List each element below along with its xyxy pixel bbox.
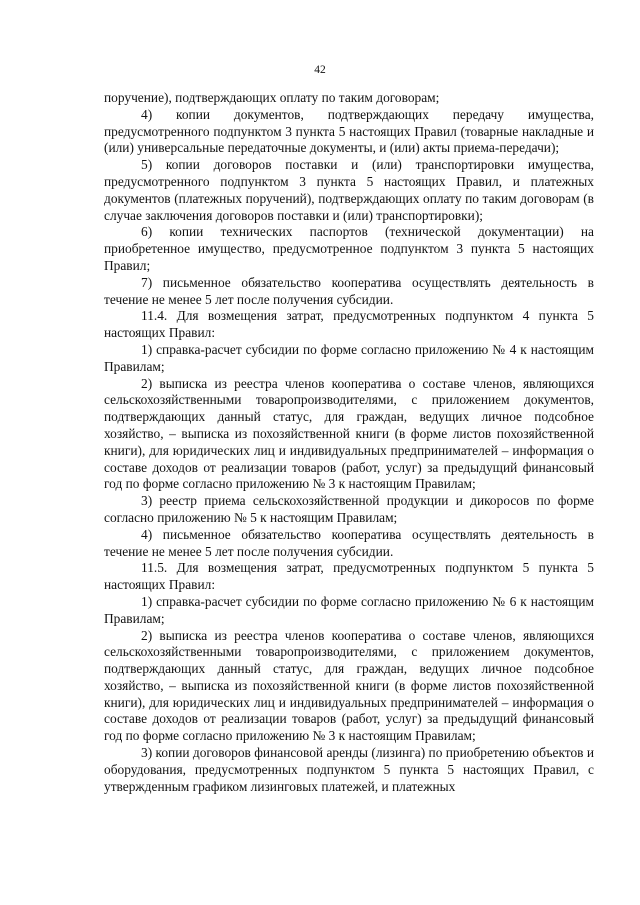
paragraph-item-6: 6) копии технических паспортов (технической документации) на приобретенное имущество, предусмотренное подпунктом 3 пункта 5 настоящих Правил; [104, 224, 594, 273]
paragraph-11-4-item-4: 4) письменное обязательство кооператива осуществлять деятельность в течение не менее 5 лет после получения субсидии. [104, 526, 594, 559]
paragraph-11-4-item-2: 2) выписка из реестра членов кооператива о составе членов, являющихся сельскохозяйственными товаропроизводителями, с приложением документов, подтверждающих данный статус, для граждан, ведущих личное подсобное хозяйство, – выписка из похозяйственной книги (в форме листов похозяйственной книги), для юридических лиц и индивидуальных предпринимателей – информация о составе доходов от реализации товаров (работ, услуг) за предыдущий финансовый год по форме согласно приложению № 3 к настоящим Правилам; [104, 375, 594, 492]
section-heading-11-5: 11.5. Для возмещения затрат, предусмотренных подпунктом 5 пункта 5 настоящих Правил: [104, 560, 594, 593]
paragraph-item-4: 4) копии документов, подтверждающих передачу имущества, предусмотренного подпунктом 3 пункта 5 настоящих Правил (товарные накладные и (или) универсальные передаточные документы, и (или) акты приема-передачи); [104, 106, 594, 156]
paragraph-11-5-item-2: 2) выписка из реестра членов кооператива о составе членов, являющихся сельскохозяйственными товаропроизводителями, с приложением документов, подтверждающих данный статус, для граждан, ведущих личное подсобное хозяйство, – выписка из похозяйственной книги (в форме листов похозяйственной книги), для юридических лиц и индивидуальных предпринимателей – информация о составе доходов от реализации товаров (работ, услуг) за предыдущий финансовый год по форме согласно приложению № 3 к настоящим Правилам; [104, 627, 594, 744]
paragraph-11-4-item-1: 1) справка-расчет субсидии по форме согласно приложению № 4 к настоящим Правилам; [104, 341, 594, 374]
paragraph-11-5-item-3: 3) копии договоров финансовой аренды (лизинга) по приобретению объектов и оборудования, предусмотренных подпунктом 5 пункта 5 настоящих Правил, с утвержденным графиком лизинговых платежей, и платежных [104, 745, 594, 794]
paragraph-continuation: поручение), подтверждающих оплату по таким договорам; [104, 90, 440, 105]
section-heading-11-4: 11.4. Для возмещения затрат, предусмотренных подпунктом 4 пункта 5 настоящих Правил: [104, 308, 594, 341]
page-number: 42 [314, 64, 326, 76]
paragraph-11-4-item-3: 3) реестр приема сельскохозяйственной продукции и дикоросов по форме согласно приложению № 5 к настоящим Правилам; [104, 493, 594, 525]
paragraph-item-7: 7) письменное обязательство кооператива осуществлять деятельность в течение не менее 5 лет после получения субсидии. [104, 274, 594, 307]
document-body [104, 90, 594, 795]
paragraph-11-5-item-1: 1) справка-расчет субсидии по форме согласно приложению № 6 к настоящим Правилам; [104, 593, 594, 626]
paragraph-item-5: 5) копии договоров поставки и (или) транспортировки имущества, предусмотренного подпунктом 3 пункта 5 настоящих Правил, и платежных документов (платежных поручений), подтверждающих оплату по таким договорам (в случае заключения договоров поставки и (или) транспортировки); [104, 157, 594, 223]
